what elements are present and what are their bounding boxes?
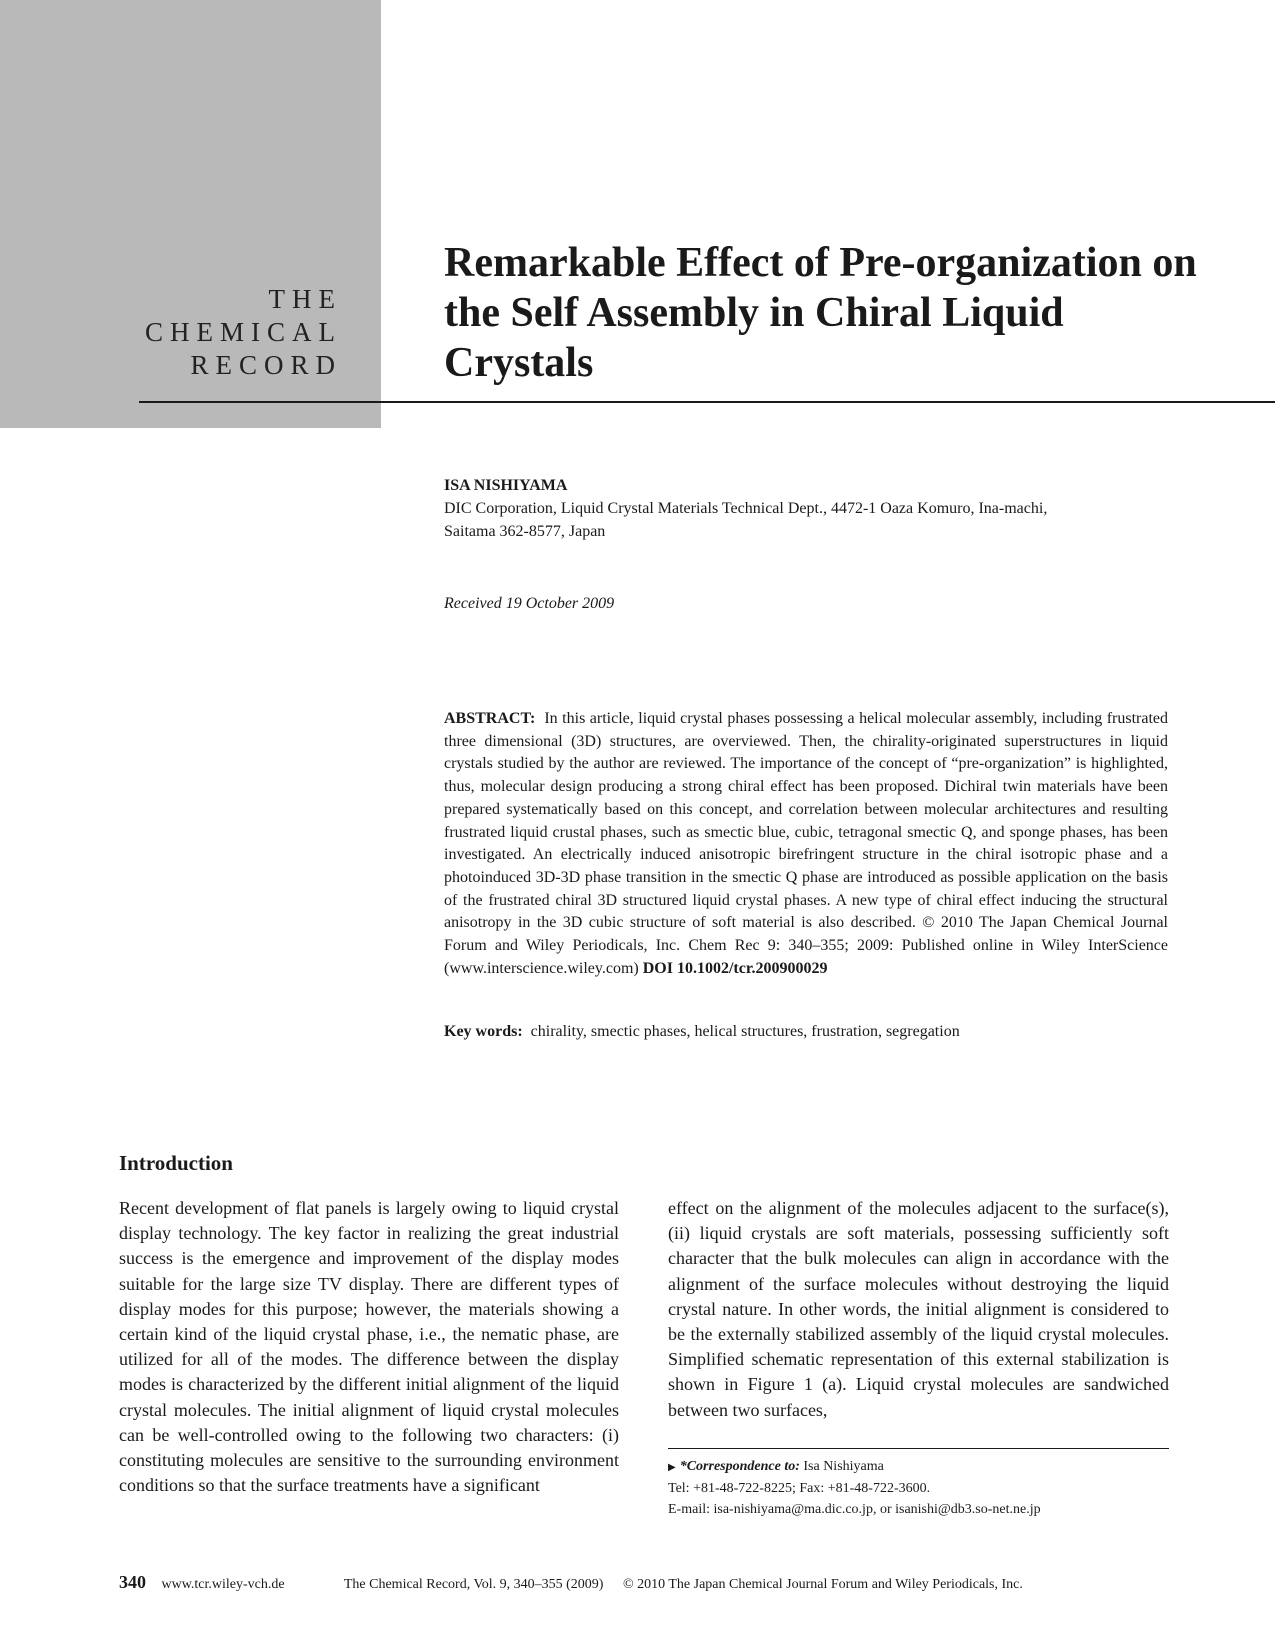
- article-title: Remarkable Effect of Pre-organization on the Self Assembly in Chiral Liquid Crystals: [444, 240, 1197, 386]
- journal-logo-line: RECORD: [190, 350, 342, 380]
- keywords-text: chirality, smectic phases, helical structures, frustration, segregation: [530, 1023, 960, 1040]
- author-name: ISA NISHIYAMA: [444, 477, 568, 494]
- abstract: [444, 708, 1168, 980]
- footnote-phone: Tel: +81-48-722-8225; Fax: +81-48-722-3600.: [668, 1481, 931, 1496]
- footnote-email: E-mail: isa-nishiyama@ma.dic.co.jp, or isanishi@db3.so-net.ne.jp: [668, 1502, 1041, 1517]
- page-number: 340: [119, 1572, 146, 1592]
- keywords-label: Key words:: [444, 1023, 523, 1040]
- footer-copyright: © 2010 The Japan Chemical Journal Forum and Wiley Periodicals, Inc.: [622, 1577, 1023, 1592]
- correspondence-footnote: [668, 1456, 1178, 1520]
- title-divider: [139, 401, 1275, 403]
- journal-logo-line: THE: [268, 284, 342, 314]
- footnote-name: Isa Nishiyama: [803, 1459, 884, 1474]
- body-text-right-column: effect on the alignment of the molecules adjacent to the surface(s), (ii) liquid crystals are soft materials, possessing sufficiently soft character that the bulk molecules can align in accordance with the alignment of the surface molecules without destroying the liquid crystal nature. In other words, the initial alignment is considered to be the externally stabilized assembly of the liquid crystal molecules. Simplified schematic representation of this external stabilization is shown in Figure 1 (a). Liquid crystal molecules are sandwiched between two surfaces,: [668, 1198, 1169, 1420]
- author-block: [444, 474, 1164, 543]
- section-heading: Introduction: [119, 1151, 233, 1175]
- doi: DOI 10.1002/tcr.200900029: [642, 959, 828, 977]
- abstract-label: ABSTRACT:: [444, 710, 536, 727]
- footer-citation: The Chemical Record, Vol. 9, 340–355 (2009): [343, 1577, 604, 1592]
- abstract-text: In this article, liquid crystal phases possessing a helical molecular assembly, including frustrated three dimensional (3D) structures, are overviewed. Then, the chirality-originated superstructures in liquid crystals studied by the author are reviewed. The importance of the concept of “pre-organization” is highlighted, thus, molecular design producing a strong chiral effect has been proposed. Dichiral twin materials have been prepared systematically based on this concept, and correlation between molecular architectures and resulting frustrated liquid crustal phases, such as smectic blue, cubic, tetragonal smectic Q, and sponge phases, has been investigated. An electrically induced anisotropic birefringent structure in the chiral isotropic phase and a photoinduced 3D-3D phase transition in the smectic Q phase are introduced as possible application on the basis of the frustrated chiral 3D structured liquid crystal phases. A new type of chiral effect inducing the structural anisotropy in the 3D cubic structure of soft material is also described. © 2010 The Japan Chemical Journal Forum and Wiley Periodicals, Inc. Chem Rec 9: 340–355; 2009: Published online in Wiley InterScience (www.interscience.wiley.com): [444, 710, 1169, 977]
- received-date: Received 19 October 2009: [444, 595, 615, 612]
- footnote-divider: [668, 1448, 1169, 1449]
- page-footer: [119, 1572, 1169, 1593]
- body-text-left-column: Recent development of flat panels is largely owing to liquid crystal display technology. The key factor in realizing the great industrial success is the emergence and improvement of the display modes suitable for the large size TV display. There are different types of display modes for this purpose; however, the materials showing a certain kind of the liquid crystal phase, i.e., the nematic phase, are utilized for all of the modes. The difference between the display modes is characterized by the different initial alignment of the liquid crystal molecules. The initial alignment of liquid crystal molecules can be well-controlled owing to the following two characters: (i) constituting molecules are sensitive to the surrounding environment conditions so that the surface treatments have a significant: [119, 1198, 619, 1496]
- keywords: [444, 1023, 1168, 1041]
- footer-url[interactable]: www.tcr.wiley-vch.de: [161, 1577, 285, 1592]
- author-affiliation: Saitama 362-8577, Japan: [444, 523, 606, 540]
- triangle-icon: ▶: [668, 1462, 676, 1473]
- author-affiliation: DIC Corporation, Liquid Crystal Materials Technical Dept., 4472-1 Oaza Komuro, Ina-machi,: [444, 500, 1048, 517]
- journal-logo: [145, 283, 342, 382]
- footnote-label: *Correspondence to:: [679, 1459, 800, 1474]
- journal-logo-line: CHEMICAL: [145, 317, 342, 347]
